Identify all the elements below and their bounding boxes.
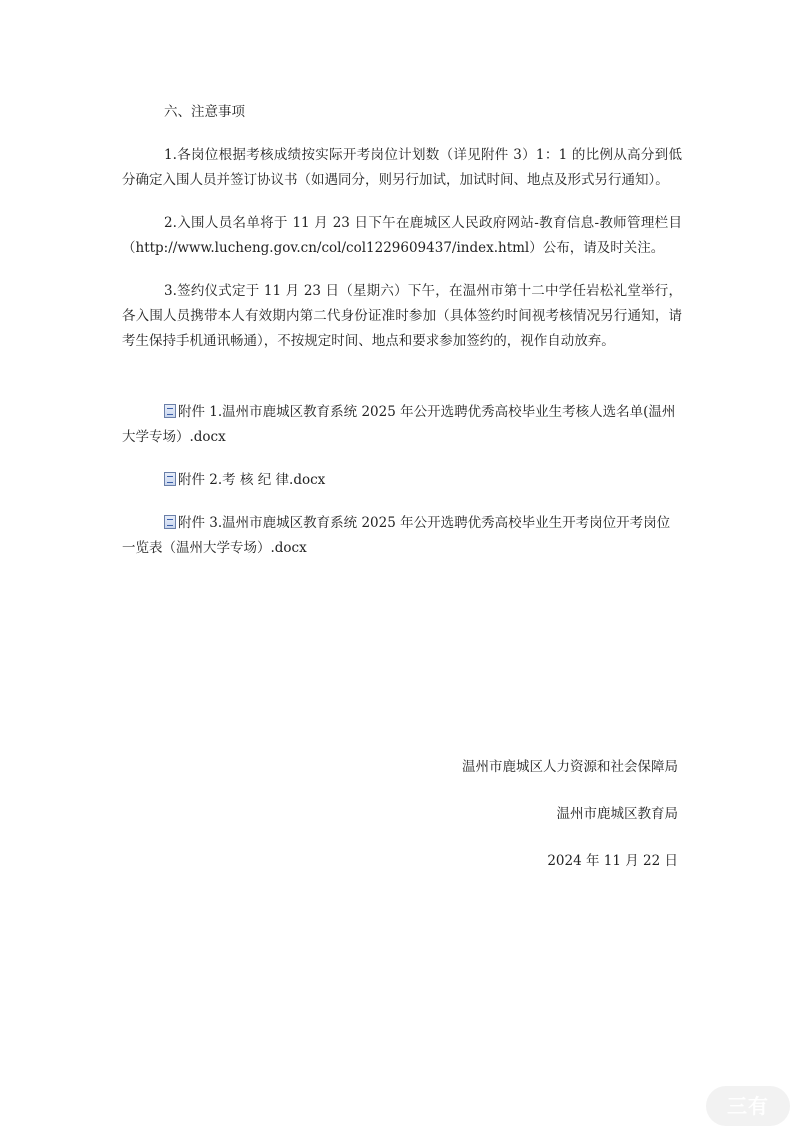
issuing-org-education: 温州市鹿城区教育局 <box>556 806 678 822</box>
watermark-logo: 三有 <box>706 1086 790 1126</box>
attachment-item-1[interactable] <box>122 400 682 450</box>
notice-paragraph-2: 2.入围人员名单将于 11 月 23 日下午在鹿城区人民政府网站-教育信息-教师管理栏目（http://www.lucheng.gov.cn/col/col1229609437/index.html）公布，请及时关注。 <box>122 215 682 256</box>
signature-block <box>462 755 678 896</box>
word-document-icon <box>164 404 176 418</box>
attachment-link-1[interactable]: 附件 1.温州市鹿城区教育系统 2025 年公开选聘优秀高校毕业生考核人选名单(温州大学专场）.docx <box>122 404 676 445</box>
attachment-item-2[interactable] <box>122 468 682 493</box>
word-document-icon <box>164 515 176 529</box>
section-heading: 六、注意事项 <box>164 104 245 120</box>
attachment-list <box>122 400 682 561</box>
attachment-link-3[interactable]: 附件 3.温州市鹿城区教育系统 2025 年公开选聘优秀高校毕业生开考岗位开考岗位一览表（温州大学专场）.docx <box>122 515 671 556</box>
attachment-item-3[interactable] <box>122 511 682 561</box>
issue-date: 2024 年 11 月 22 日 <box>547 853 678 869</box>
issuing-org-hrss: 温州市鹿城区人力资源和社会保障局 <box>462 759 678 775</box>
notice-paragraph-3: 3.签约仪式定于 11 月 23 日（星期六）下午，在温州市第十二中学任岩松礼堂举行，各入围人员携带本人有效期内第二代身份证准时参加（具体签约时间视考核情况另行通知，请考生保持手机通讯畅通），不按规定时间、地点和要求参加签约的，视作自动放弃。 <box>122 283 682 349</box>
document-body <box>122 100 682 579</box>
attachment-link-2[interactable]: 附件 2.考 核 纪 律.docx <box>178 472 326 488</box>
word-document-icon <box>164 472 176 486</box>
notice-paragraph-1: 1.各岗位根据考核成绩按实际开考岗位计划数（详见附件 3）1：1 的比例从高分到低分确定入围人员并签订协议书（如遇同分，则另行加试，加试时间、地点及形式另行通知）。 <box>122 147 682 188</box>
